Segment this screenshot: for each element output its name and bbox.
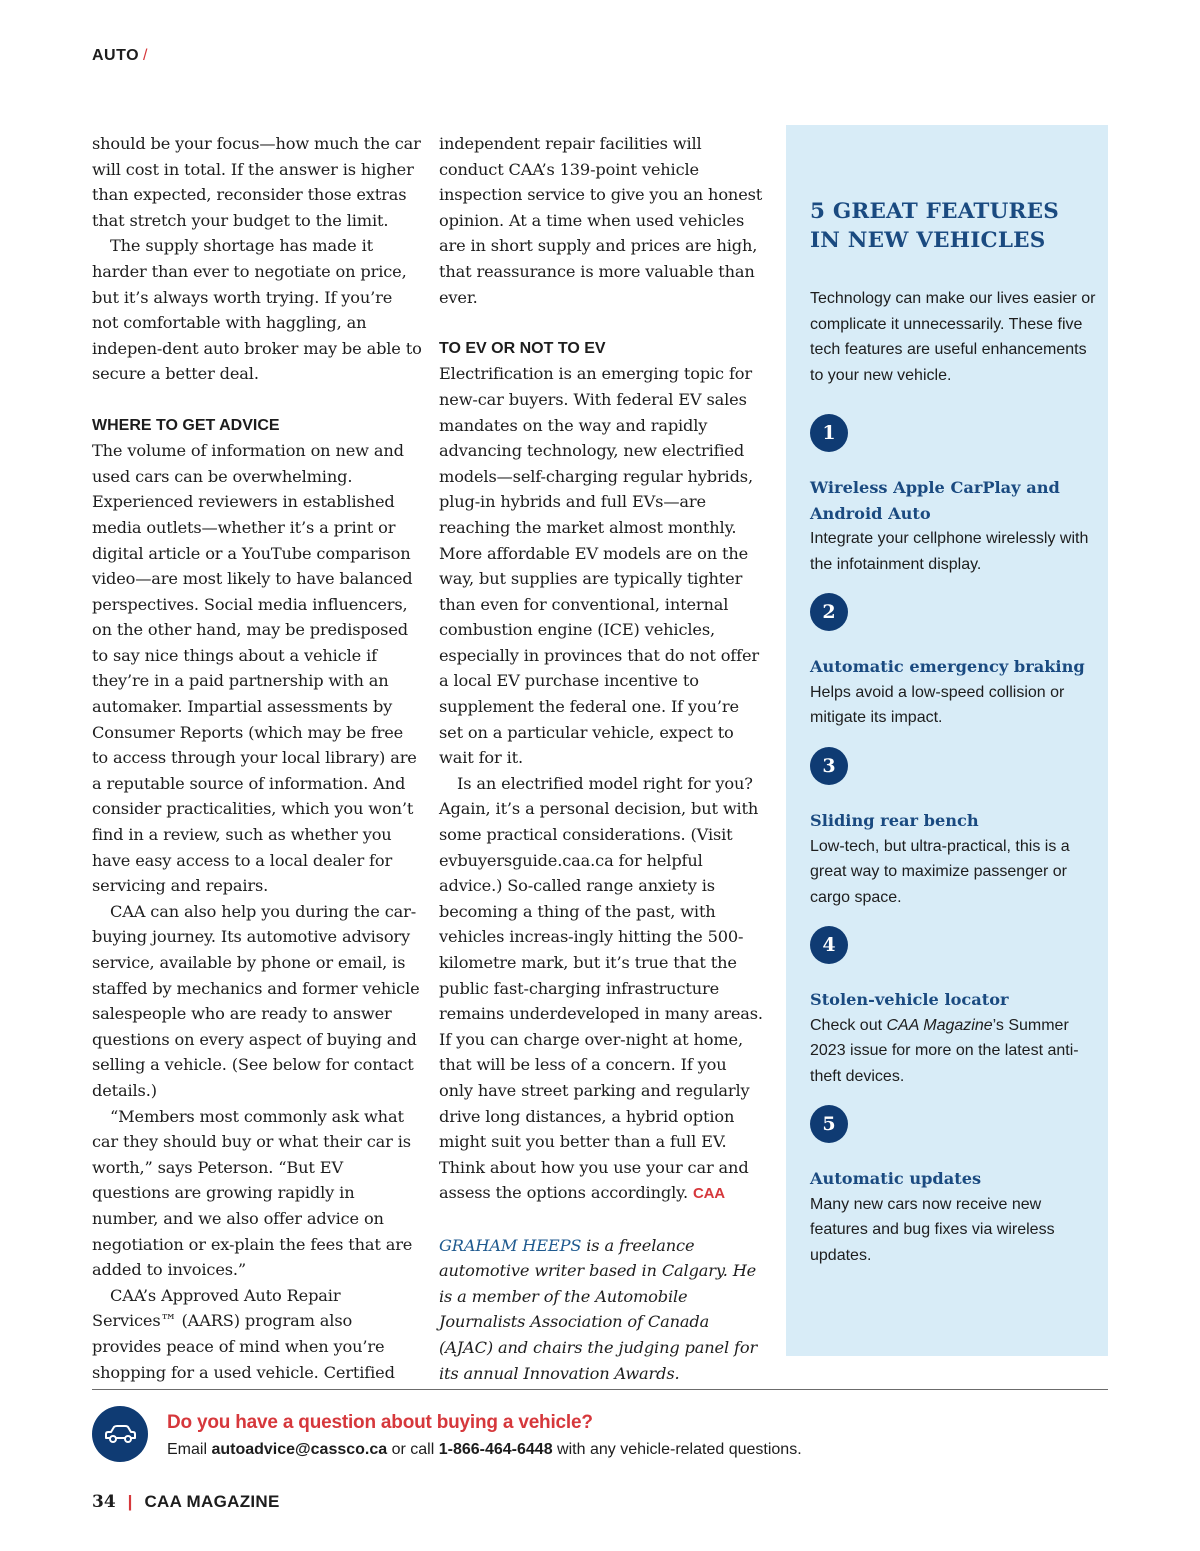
cta-contact-line xyxy=(167,1441,802,1459)
cta-title: Do you have a question about buying a vehicle? xyxy=(167,1412,593,1433)
cta-text: with any vehicle-related questions. xyxy=(552,1441,802,1458)
footer-separator: | xyxy=(127,1492,133,1511)
sidebar-intro: Technology can make our lives easier or complicate it unnecessarily. These five tech features are useful enhancements to your new vehicle. xyxy=(810,290,1096,384)
feature-number-badge: 2 xyxy=(810,593,848,631)
paragraph: CAA can also help you during the car-buying journey. Its automotive advisory service, available by phone or email, is staffed by mechanics and former vehicle salespeople who are ready to answer questions on every aspect of buying and selling a vehicle. (See below for contact details.) xyxy=(92,901,420,1100)
feature-description: Helps avoid a low-speed collision or mitigate its impact. xyxy=(810,683,1065,727)
page-number: 34 xyxy=(92,1492,116,1512)
feature-description: Low-tech, but ultra-practical, this is a great way to maximize passenger or cargo space. xyxy=(810,837,1070,906)
cta-text: or call xyxy=(387,1441,439,1458)
feature-item xyxy=(810,414,1102,577)
feature-title: Sliding rear bench xyxy=(810,811,979,830)
paragraph: Electrification is an emerging topic for new-car buyers. With federal EV sales mandates on the way and rapidly advancing technology, new electrified models—self-charging regular hybrids, plug-in hybrids and full EVs—are reaching the market almost monthly. More affordable EV models are on the way, but supplies are typically tighter than even for conventional, internal combustion engine (ICE) vehicles, especially in provinces that do not offer a local EV purchase incentive to supplement the federal one. If you’re set on a particular vehicle, expect to wait for it. xyxy=(439,364,760,768)
sidebar-title xyxy=(810,197,1059,255)
paragraph: The supply shortage has made it harder than ever to negotiate on price, but it’s always worth trying. If you’re not comfortable with haggling, an indepen-dent auto broker may be able to secure a better deal. xyxy=(92,236,422,384)
section-heading-advice: WHERE TO GET ADVICE xyxy=(92,416,280,434)
paragraph: CAA’s Approved Auto Repair Services™ (AARS) program also provides peace of mind when you’re shopping for a used vehicle. Certified xyxy=(92,1285,395,1382)
article-column-1 xyxy=(92,131,422,1385)
cta-phone-link[interactable]: 1-866-464-6448 xyxy=(438,1441,553,1458)
feature-number-badge: 1 xyxy=(810,414,848,452)
feature-item xyxy=(810,747,1102,910)
cta-email-link[interactable]: autoadvice@cassco.ca xyxy=(211,1441,388,1458)
feature-number-badge: 5 xyxy=(810,1105,848,1143)
sidebar-title-line: IN NEW VEHICLES xyxy=(810,228,1046,253)
feature-item xyxy=(810,593,1102,731)
divider xyxy=(92,1389,1108,1390)
article-column-2 xyxy=(439,131,765,1386)
paragraph: should be your focus—how much the car will cost in total. If the answer is higher than expected, reconsider those extras that stretch your budget to the limit. xyxy=(92,134,421,230)
page-footer xyxy=(92,1492,280,1512)
magazine-name: CAA Magazine xyxy=(886,1016,993,1034)
section-heading-ev: TO EV OR NOT TO EV xyxy=(439,339,606,357)
feature-description-text: ’s Summer 2023 issue for more on the latest anti-theft devices. xyxy=(810,1016,1079,1085)
feature-number-badge: 3 xyxy=(810,747,848,785)
feature-item xyxy=(810,1105,1102,1268)
paragraph: The volume of information on new and used cars can be overwhelming. Experienced reviewers in established media outlets—whether it’s a print or digital article or a YouTube comparison video—are most likely to have balanced perspectives. Social media influencers, on the other hand, may be predisposed to say nice things about a vehicle if they’re in a paid partnership with an automaker. Impartial assessments by Consumer Reports (which may be free to access through your local library) are a reputable source of information. And consider practicalities, which you won’t find in a review, such as whether you have easy access to a local dealer for servicing and repairs. xyxy=(92,441,417,896)
paragraph xyxy=(439,771,765,1207)
section-label: AUTO xyxy=(92,47,140,64)
paragraph: independent repair facilities will conduct CAA’s 139-point vehicle inspection service to give you an honest opinion. At a time when used vehicles are in short supply and prices are high, that reassurance is more valuable than ever. xyxy=(439,134,763,307)
feature-number-badge: 4 xyxy=(810,926,848,964)
sidebar-title-line: 5 GREAT FEATURES xyxy=(810,199,1059,224)
author-bio xyxy=(439,1233,765,1387)
feature-description: Integrate your cellphone wirelessly with the infotainment display. xyxy=(810,530,1089,573)
paragraph: “Members most commonly ask what car they should buy or what their car is worth,” says Peterson. “But EV questions are growing rapidly in number, and we also offer advice on negotiation or ex-plain the fees that are added to invoices.” xyxy=(92,1106,413,1280)
author-name: GRAHAM HEEPS xyxy=(439,1235,582,1255)
feature-description-text: Check out xyxy=(810,1016,887,1034)
feature-description xyxy=(810,1013,1102,1090)
car-icon xyxy=(92,1406,148,1462)
section-slash: / xyxy=(143,47,148,64)
author-bio-text: is a freelance automotive writer based in Calgary. He is a member of the Automobile Journalists Association of Canada (AJAC) and chairs the judging panel for its annual Innovation Awards. xyxy=(439,1235,758,1383)
feature-description: Many new cars now receive new features and bug fixes via wireless updates. xyxy=(810,1195,1055,1264)
caa-signoff: CAA xyxy=(692,1185,725,1203)
feature-title: Wireless Apple CarPlay and Android Auto xyxy=(810,478,1060,523)
car-icon-graphic xyxy=(102,1423,138,1445)
feature-item xyxy=(810,926,1102,1089)
cta-text: Email xyxy=(167,1441,212,1458)
feature-title: Stolen-vehicle locator xyxy=(810,990,1009,1009)
section-tag xyxy=(92,47,148,65)
magazine-title: CAA MAGAZINE xyxy=(144,1492,280,1511)
paragraph-text: Is an electrified model right for you? Again, it’s a personal decision, but with some practical considerations. (Visit evbuyersguide.caa.ca for helpful advice.) So-called range anxiety is becoming a thing of the past, with vehicles increas-ingly hitting the 500-kilometre mark, but it’s true that the public fast-charging infrastructure remains underdeveloped in many areas. If you can charge over-night at home, that will be less of a concern. If you only have street parking and regularly drive long distances, a hybrid option might suit you better than a full EV. Think about how you use your car and assess the options accordingly. xyxy=(439,773,763,1203)
feature-title: Automatic emergency braking xyxy=(810,657,1085,676)
features-sidebar xyxy=(786,125,1108,1356)
feature-title: Automatic updates xyxy=(810,1169,982,1188)
